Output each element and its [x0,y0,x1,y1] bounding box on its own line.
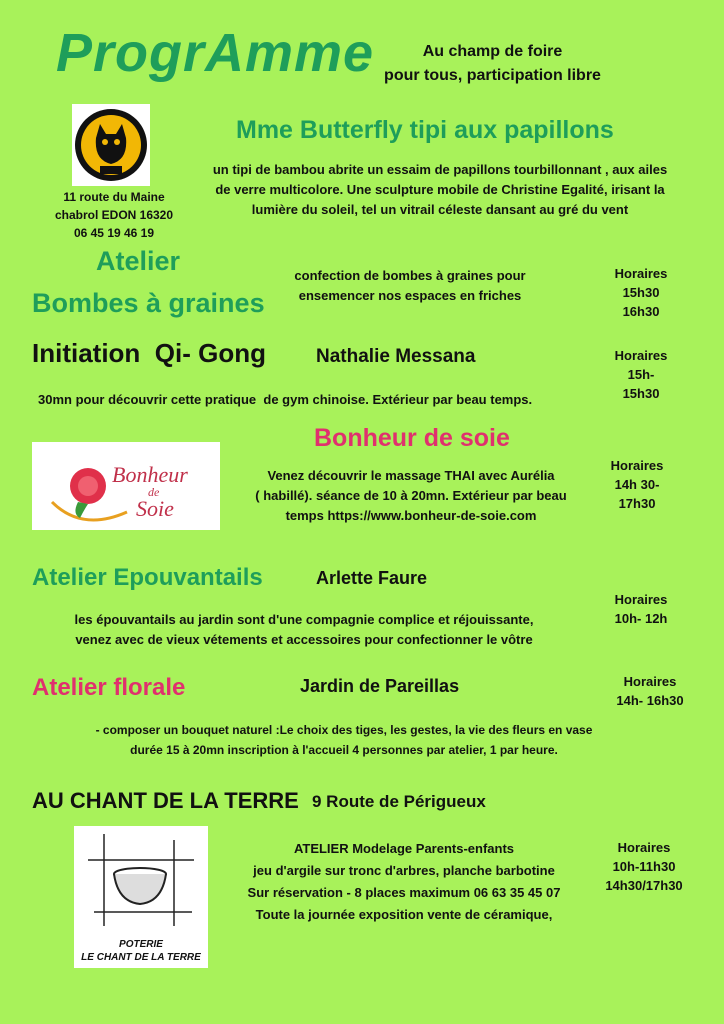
hours-label: Horaires [614,592,668,607]
address-line-1: 11 route du Maine [63,190,165,204]
logo-word-3: Soie [136,496,174,521]
epouvantails-title: Atelier Epouvantails [32,564,263,591]
soie-hours [592,456,682,513]
butterfly-desc-line-2: de verre multicolore. Une sculpture mobile de Christine Egalité, irisant la [215,182,665,197]
phone-number: 06 45 19 46 19 [73,226,155,240]
logo-word-2: de [148,485,160,499]
hours-line-2: 15h30 [622,386,660,401]
terre-description [214,838,594,926]
chat-brol-address [40,188,188,242]
subtitle-line-1: Au champ de foire [422,43,563,60]
hours-label: Horaires [614,348,668,363]
logo-line-2: LE CHANT DE LA TERRE [81,952,201,963]
epouvantails-desc-line-1: les épouvantails au jardin sont d'une compagnie complice et réjouissante, [74,612,534,627]
qigong-person: Nathalie Messana [316,346,476,367]
chat-brol-logo [72,104,150,186]
florale-description [24,720,664,760]
butterfly-desc-line-3: lumière du soleil, tel un vitrail céleste dansant au gré du vent [251,202,629,217]
florale-desc-line-2: durée 15 à 20mn inscription à l'accueil 4 personnes par atelier, 1 par heure. [130,743,558,757]
terre-address: 9 Route de Périgueux [312,792,486,811]
logo-word-1: Bonheur [112,462,188,487]
hours-line-1: 15h30 [622,285,660,300]
soie-desc-line-1: Venez découvrir le massage THAI avec Aurélia [267,468,555,483]
hours-line-2: 16h30 [622,304,660,319]
hours-line-1: 14h- 16h30 [616,693,684,708]
logo-line-1: POTERIE [119,939,163,950]
bowl-icon [74,826,208,936]
epouvantails-desc-line-2: venez avec de vieux vétements et accessoires pour confectionner le vôtre [75,632,533,647]
florale-person: Jardin de Pareillas [300,676,460,696]
epouvantails-person: Arlette Faure [316,568,428,588]
bombes-hours [596,264,686,321]
terre-title: AU CHANT DE LA TERRE [32,788,299,813]
qigong-title: Initiation Qi- Gong [32,338,266,368]
qigong-description: 30mn pour découvrir cette pratique de gym chinoise. Extérieur par beau temps. [38,392,533,407]
hours-line-1: 10h- 12h [614,611,668,626]
hours-line-1: 14h 30- [614,477,660,492]
soie-logo-text [112,464,188,520]
terre-hours [594,838,694,895]
terre-desc-line-1: ATELIER Modelage Parents-enfants [293,841,515,856]
florale-hours [600,672,700,710]
soie-desc-line-2: ( habillé). séance de 10 à 20mn. Extérieur par beau [255,488,567,503]
soie-desc-line-3: temps https://www.bonheur-de-soie.com [285,508,537,523]
hours-line-1: 15h- [627,367,655,382]
hours-line-2: 17h30 [618,496,656,511]
bonheur-de-soie-logo [32,442,220,530]
cat-icon [72,104,150,186]
qigong-hours [596,346,686,403]
subtitle-line-2: pour tous, participation libre [384,67,601,84]
address-line-2: chabrol EDON 16320 [54,208,174,222]
epouvantails-description [24,610,584,650]
soie-title: Bonheur de soie [314,424,510,452]
butterfly-description [190,160,690,220]
bombes-desc-line-1: confection de bombes à graines pour [294,268,526,283]
hours-label: Horaires [617,840,671,855]
bombes-title-line-1: Atelier [96,246,181,276]
bombes-desc-line-2: ensemencer nos espaces en friches [298,288,522,303]
epouvantails-hours [596,590,686,628]
bombes-description [260,266,560,306]
hours-line-2: 14h30/17h30 [605,878,683,893]
florale-desc-line-1: - composer un bouquet naturel :Le choix des tiges, les gestes, la vie des fleurs en vase [95,723,593,737]
header-subtitle [350,40,635,88]
butterfly-title: Mme Butterfly tipi aux papillons [236,116,614,144]
hours-line-1: 10h-11h30 [612,859,676,874]
page-title: ProgrAmme [56,23,375,83]
terre-desc-line-2: jeu d'argile sur tronc d'arbres, planche barbotine [253,863,555,878]
soie-description [236,466,586,526]
hours-label: Horaires [614,266,668,281]
hours-label: Horaires [623,674,677,689]
terre-desc-line-4: Toute la journée exposition vente de céramique, [255,907,553,922]
poterie-logo-text [74,938,208,964]
poterie-logo [74,826,208,968]
florale-title: Atelier florale [32,674,186,701]
butterfly-desc-line-1: un tipi de bambou abrite un essaim de papillons tourbillonnant , aux ailes [212,162,668,177]
terre-desc-line-3: Sur réservation - 8 places maximum 06 63 35 45 07 [247,885,561,900]
hours-label: Horaires [610,458,664,473]
bombes-title-line-2: Bombes à graines [32,288,265,318]
